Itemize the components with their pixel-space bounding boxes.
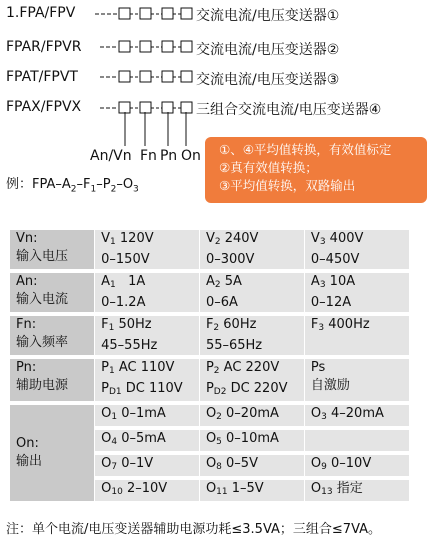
code-label-an: An/Vn [90, 148, 132, 164]
model-code-1: 1.FPA/FPV [6, 5, 76, 21]
code-label-fn: Fn [140, 148, 157, 164]
code-box [119, 8, 130, 19]
model-code-3: FPAT/FPVT [6, 69, 78, 85]
code-box [181, 102, 192, 113]
fn-head: Fn: 输入频率 [10, 316, 95, 355]
vn-head: Vn: 输入电压 [10, 230, 95, 269]
footer-note: 注：单个电流/电压变送器辅助电源功耗≤3.5VA；三组合≤7VA。 [6, 522, 382, 537]
model-code-2: FPAR/FPVR [6, 39, 82, 55]
model-desc-3: 交流电流/电压变送器③ [196, 72, 340, 88]
an-head: An: 输入电流 [10, 273, 95, 312]
pn-head: Pn: 辅助电源 [10, 359, 95, 401]
code-box [162, 71, 173, 82]
example-code: 例：FPA–$A_2-F_1-P_2-O_3$ [6, 177, 139, 195]
conversion-notes [205, 137, 427, 203]
code-box [140, 102, 151, 113]
note-1: ①、④平均值转换，有效值标定 [219, 142, 392, 157]
code-box [140, 41, 151, 52]
code-box [119, 41, 130, 52]
code-box [162, 8, 173, 19]
code-label-pn: Pn [160, 148, 178, 164]
code-box [181, 71, 192, 82]
code-box [162, 41, 173, 52]
model-desc-4: 三组合交流电流/电压变送器④ [196, 102, 382, 118]
code-label-on: On [181, 148, 201, 164]
note-3: ③平均值转换，双路输出 [219, 178, 356, 193]
code-box [181, 8, 192, 19]
spec-table: Vn: 输入电压 $V_1$ 120V 0–150V $V_2$ 240V 0–300V $V_3$ 400V 0–450V An: 输入电流 $A_1$ 1A 0–1.2A $A_2$ 5A 0–6A $A_3$ 10A 0–12A Fn: 输入频率 $F_1$ 50Hz 45–55Hz $F_2$ 60Hz 55–65Hz $F_3$ 400Hz Pn: 辅助电源 $P_1$ AC 110V $P_{D1}$ DC 110V $P_2$ AC 220V $P_{D2}$ DC 220V Ps 自激励 On: 输出 $O_1$ 0–1mA $O_2$ 0–20mA $O_3$ 4–20mA $O_4$ 0–5mA $O_5$ 0–10mA $O_7$ 0–1V $O_8$ 0–5V $O_9$ 0–10V $O_{10}$ 2–10V $O_{11}$ 1–5V $O_{13}$ 指定 [10, 230, 410, 501]
code-box [119, 71, 130, 82]
on-head: On: 输出 [10, 405, 95, 501]
code-box [119, 102, 130, 113]
note-2: ②真有效值转换； [219, 160, 318, 175]
model-desc-2: 交流电流/电压变送器② [196, 42, 340, 58]
model-code-4: FPAX/FPVX [6, 99, 82, 115]
code-box [162, 102, 173, 113]
code-box [140, 71, 151, 82]
model-desc-1: 交流电流/电压变送器① [196, 8, 340, 24]
code-box [140, 8, 151, 19]
code-box [181, 41, 192, 52]
